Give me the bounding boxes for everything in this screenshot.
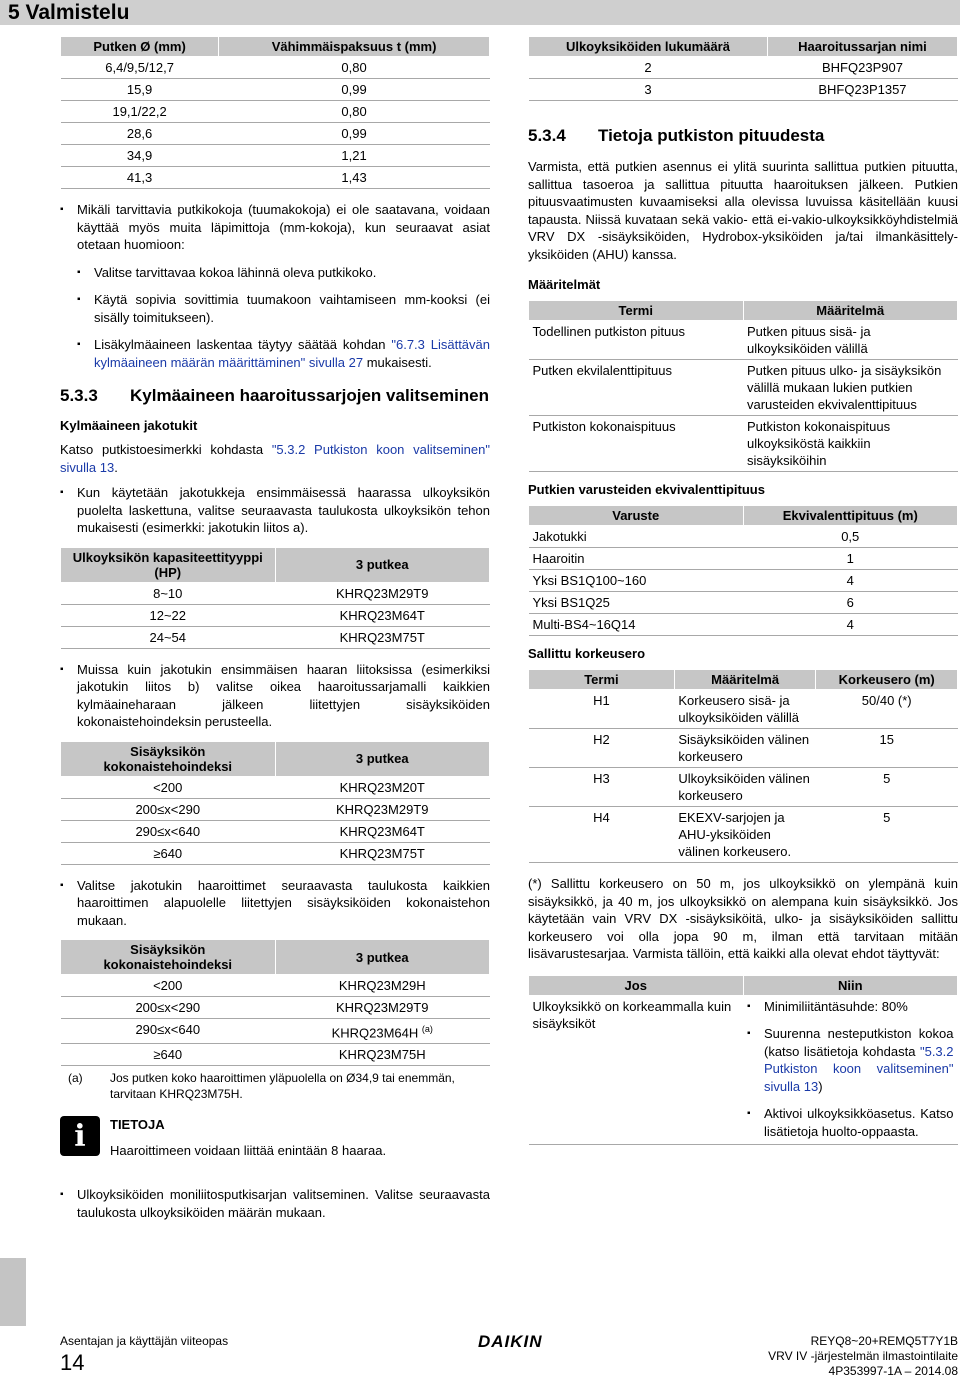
table-header: Niin [743, 975, 958, 995]
table-header: Putken Ø (mm) [61, 37, 219, 57]
table-header: Termi [529, 301, 744, 321]
info-title: TIETOJA [110, 1117, 165, 1133]
cell: ≥640 [61, 842, 276, 864]
table-row [61, 820, 490, 842]
cell: Jakotukki [529, 526, 744, 548]
cell: 0,5 [743, 526, 958, 548]
cell: KHRQ23M20T [275, 776, 490, 798]
cell: Putken pituus sisä- ja ulkoyksiköiden välillä [743, 321, 958, 360]
table-row [61, 626, 490, 648]
cell: 6,4/9,5/12,7 [61, 57, 219, 79]
cell: <200 [61, 975, 276, 997]
table-row [529, 768, 958, 807]
cell: Multi-BS4~16Q14 [529, 614, 744, 636]
bullet-paragraph: ▪ Kun käytetään jakotukkeja ensimmäisessä haarassa ulkoyksikön puolelta laskettuna, valitse seuraavasta taulukosta ulkoyksikön tehon mukaisesti (esimerkki: jakotukin liitos a). [60, 484, 490, 537]
cell: KHRQ23M75H [275, 1044, 490, 1066]
table-row [61, 582, 490, 604]
section-heading [528, 125, 958, 146]
table-row [61, 776, 490, 798]
table-header: 3 putkea [275, 940, 490, 975]
cell: <200 [61, 776, 276, 798]
table-header: Sisäyksikön kokonaistehoindeksi [61, 741, 276, 776]
cross-reference-link[interactable]: "6.7.3 Lisättävän kylmäaineen määrän määrittäminen" sivulla 27 [94, 337, 490, 370]
cell: BHFQ23P907 [767, 57, 957, 79]
cell: 4 [743, 614, 958, 636]
table-footnote [60, 1070, 490, 1102]
text: Lisäkylmäaineen laskentaa täytyy säätää kohdan [94, 337, 392, 352]
table-row [529, 807, 958, 863]
cross-reference-link[interactable]: "5.3.2 Putkiston koon valitseminen" sivulla 13 [60, 442, 490, 475]
cell [743, 995, 958, 1145]
bullet-paragraph: ▪ Valitse jakotukin haaroittimet seuraavasta taulukosta kaikkien haaroittimen alapuolelle liitettyjen sisäyksiköiden kokonaistehon mukaan. [60, 877, 490, 930]
table-row [61, 101, 490, 123]
cell: Yksi BS1Q25 [529, 592, 744, 614]
condition-item: ▪ Minimiliitäntäsuhde: 80% [747, 998, 954, 1016]
section-title: Kylmäaineen haaroitussarjojen valitseminen [130, 386, 490, 405]
paragraph: (*) Sallittu korkeusero on 50 m, jos ulkoyksikkö on ylempänä kuin sisäyksikkö, ja 40 m, jos ulkoyksikkö on alempana kuin sisäyksikkö. Jos käytetään vain VRV DX -sisäyksiköitä, ulko- ja sisäyksiköiden sallittu korkeusero voi olla jopa 90 m, ilman että tarvitaan mitään lisävarustesarjaa. Varmista tällöin, että kaikki alla olevat ehdot täyttyvät: [528, 876, 958, 961]
footnote-text: Jos putken koko haaroittimen yläpuolella on Ø34,9 tai enemmän, tarvitaan KHRQ23M75H. [110, 1071, 455, 1102]
info-box [60, 1116, 490, 1160]
table-row [61, 167, 490, 189]
height-difference-table [528, 669, 958, 863]
cell: BHFQ23P1357 [767, 79, 957, 101]
capacity-table [60, 547, 490, 649]
table-row [529, 570, 958, 592]
table-header: Haaroitussarjan nimi [767, 37, 957, 57]
paragraph: Varmista, että putkien asennus ei ylitä suurinta sallittua putkien pituutta, sallittua tasoeroa ja sallittua pituutta haaroituksen jälkeen. Putkien pituusvaatimusten kuvaamiseksi alla olevissa luvuissa käsitellään kuusi tapausta. Niissä kuvataan sekä vakio- että ei-vakio-ulkoyksikköyhdistelmiä VRV DX -sisäyksiköiden, Hydrobox-yksiköiden ja/tai ilmankäsittely-yksiköiden (AHU) kanssa. [528, 159, 958, 262]
cell: H2 [529, 729, 675, 768]
info-text: Haaroittimeen voidaan liittää enintään 8 haaraa. [110, 1143, 387, 1159]
bullet-paragraph: ▪ Mikäli tarvittavia putkikokoja (tuumakokoja) ei ole saatavana, voidaan käyttää myös muita läpimittoja (mm-kokoja), kun seuraavat asiat otetaan huomioon: [60, 201, 490, 254]
cell: Sisäyksiköiden välinen korkeusero [674, 729, 816, 768]
text: mukaisesti. [363, 354, 432, 370]
table-header: Ulkoyksiköiden lukumäärä [529, 37, 768, 57]
footer-right [768, 1334, 958, 1379]
cell: Haaroitin [529, 548, 744, 570]
table-row [529, 592, 958, 614]
cell: 1,43 [219, 167, 490, 189]
cell: 8~10 [61, 582, 276, 604]
cell: 15 [816, 729, 958, 768]
left-column [60, 36, 490, 1231]
chapter-title: 5 Valmistelu [8, 1, 130, 24]
text: . [114, 459, 118, 475]
section-number: 5.3.3 [60, 386, 98, 405]
definitions-table [528, 300, 958, 472]
table-row [529, 614, 958, 636]
cell [275, 1019, 490, 1044]
table-row [529, 995, 958, 1145]
cell: ≥640 [61, 1044, 276, 1066]
table-row [529, 416, 958, 472]
section-heading [60, 385, 490, 406]
cell: 15,9 [61, 79, 219, 101]
table-row [61, 997, 490, 1019]
cell: 12~22 [61, 604, 276, 626]
sub-bullet: ▪ Käytä sopivia sovittimia tuumakoon vaihtamiseen mm-kooksi (ei sisälly toimitukseen). [77, 291, 490, 326]
cell: Ulkoyksiköiden välinen korkeusero [674, 768, 816, 807]
subheading: Putkien varusteiden ekvivalenttipituus [528, 482, 765, 497]
text: Katso putkistoesimerkki kohdasta [60, 442, 272, 457]
cell: 0,99 [219, 123, 490, 145]
table-header: Vähimmäispaksuus t (mm) [219, 37, 490, 57]
table-row [61, 57, 490, 79]
cell: 24~54 [61, 626, 276, 648]
cell: KHRQ23M29T9 [275, 997, 490, 1019]
table-header: Termi [529, 670, 675, 690]
condition-item [747, 1025, 954, 1095]
cell: 0,99 [219, 79, 490, 101]
table-row [529, 526, 958, 548]
text: KHRQ23M64H [331, 1025, 419, 1041]
footnote-label: (a) [68, 1071, 83, 1086]
table-header: Ekvivalenttipituus (m) [743, 506, 958, 526]
table-row [61, 79, 490, 101]
page-number: 14 [60, 1350, 85, 1375]
table-header: Ulkoyksikön kapasiteettityyppi (HP) [61, 547, 276, 582]
table-header: Määritelmä [743, 301, 958, 321]
cell: 5 [816, 768, 958, 807]
footnote-mark: (a) [421, 1024, 433, 1034]
index-table-2 [60, 939, 490, 1066]
table-header: Korkeusero (m) [816, 670, 958, 690]
cell: 290≤x<640 [61, 820, 276, 842]
cell: KHRQ23M29H [275, 975, 490, 997]
cell: H3 [529, 768, 675, 807]
subheading: Määritelmät [528, 277, 601, 292]
cell: Putken ekvilalenttipituus [529, 360, 744, 416]
table-row [61, 604, 490, 626]
paragraph [60, 441, 490, 476]
cell: 4 [743, 570, 958, 592]
table-row [529, 79, 958, 101]
outdoor-count-table [528, 36, 958, 101]
table-header: Varuste [529, 506, 744, 526]
subheading: Sallittu korkeusero [528, 646, 646, 661]
section-number: 5.3.4 [528, 126, 566, 145]
table-row [61, 1019, 490, 1044]
product-name: VRV IV -järjestelmän ilmastointilaite [768, 1349, 958, 1363]
table-row [61, 1044, 490, 1066]
table-header: Määritelmä [674, 670, 816, 690]
cell: 1,21 [219, 145, 490, 167]
cross-reference-link[interactable]: "5.3.2 Putkiston koon valitseminen" sivulla 13 [764, 1043, 954, 1094]
cell: Yksi BS1Q100~160 [529, 570, 744, 592]
cell: Putkiston kokonaispituus ulkoyksiköstä kaikkiin sisäyksiköihin [743, 416, 958, 472]
table-row [61, 975, 490, 997]
cell: Todellinen putkiston pituus [529, 321, 744, 360]
table-row [529, 690, 958, 729]
model-code: REYQ8~20+REMQ5T7Y1B [810, 1334, 958, 1348]
table-header: 3 putkea [275, 741, 490, 776]
table-row [61, 798, 490, 820]
table-row [61, 145, 490, 167]
text: Suurenna nesteputkiston kokoa (katso lisätietoja kohdasta [764, 1026, 954, 1059]
document-code: 4P353997-1A – 2014.08 [828, 1364, 958, 1378]
cell: 19,1/22,2 [61, 101, 219, 123]
text: ) [818, 1078, 823, 1094]
section-title: Tietoja putkiston pituudesta [598, 126, 825, 145]
conditions-table [528, 975, 958, 1146]
page-header [0, 0, 960, 25]
cell: 1 [743, 548, 958, 570]
cell: KHRQ23M75T [275, 626, 490, 648]
table-row [61, 123, 490, 145]
table-header: Sisäyksikön kokonaistehoindeksi [61, 940, 276, 975]
cell: 5 [816, 807, 958, 863]
cell: Putkiston kokonaispituus [529, 416, 744, 472]
cell: 34,9 [61, 145, 219, 167]
side-tab-marker [0, 1258, 26, 1326]
daikin-logo: DAIKIN [478, 1332, 543, 1351]
cell: 6 [743, 592, 958, 614]
equivalent-length-table [528, 505, 958, 636]
cell: 200≤x<290 [61, 798, 276, 820]
bullet-paragraph: ▪ Muissa kuin jakotukin ensimmäisen haaran liitoksissa (esimerkiksi jakotukin liitos b) valitse oikea haaroitussarjamalli kaikkien kylmäaineharaan jälkeen liitettyjen sisäyksiköiden kokonaistehoindeksin perusteella. [60, 661, 490, 731]
table-header: Jos [529, 975, 744, 995]
cell: 200≤x<290 [61, 997, 276, 1019]
cell: 41,3 [61, 167, 219, 189]
cell: 28,6 [61, 123, 219, 145]
cell: EKEXV-sarjojen ja AHU-yksiköiden välinen korkeusero. [674, 807, 816, 863]
pipe-thickness-table [60, 36, 490, 189]
cell: 3 [529, 79, 768, 101]
sub-bullet: ▪ Valitse tarvittavaa kokoa lähinnä oleva putkikoko. [77, 264, 490, 282]
cell: KHRQ23M75T [275, 842, 490, 864]
table-header: 3 putkea [275, 547, 490, 582]
info-icon: i [60, 1116, 100, 1156]
cell: 290≤x<640 [61, 1019, 276, 1044]
cell: Korkeusero sisä- ja ulkoyksiköiden välillä [674, 690, 816, 729]
sub-bullet [77, 336, 490, 371]
footer-left-text: Asentajan ja käyttäjän viiteopas [60, 1334, 229, 1348]
cell: H1 [529, 690, 675, 729]
table-row [529, 321, 958, 360]
cell: 50/40 (*) [816, 690, 958, 729]
cell: KHRQ23M29T9 [275, 582, 490, 604]
right-column [528, 36, 958, 1145]
cell: 2 [529, 57, 768, 79]
table-row [529, 548, 958, 570]
cell: KHRQ23M29T9 [275, 798, 490, 820]
cell: H4 [529, 807, 675, 863]
condition-item: ▪ Aktivoi ulkoyksikköasetus. Katso lisätietoja huolto-oppaasta. [747, 1105, 954, 1140]
cell: Putken pituus ulko- ja sisäyksikön välillä mukaan lukien putkien varusteiden ekvivalenttipituus [743, 360, 958, 416]
subheading: Kylmäaineen jakotukit [60, 418, 198, 433]
table-row [529, 360, 958, 416]
bullet-paragraph: ▪ Ulkoyksiköiden moniliitosputkisarjan valitseminen. Valitse seuraavasta taulukosta ulkoyksiköiden määrän mukaan. [60, 1186, 490, 1221]
cell: Ulkoyksikkö on korkeammalla kuin sisäyksiköt [529, 995, 744, 1145]
cell: KHRQ23M64T [275, 604, 490, 626]
index-table-1 [60, 741, 490, 865]
cell: 0,80 [219, 101, 490, 123]
table-row [529, 57, 958, 79]
cell: 0,80 [219, 57, 490, 79]
cell: KHRQ23M64T [275, 820, 490, 842]
table-row [529, 729, 958, 768]
table-row [61, 842, 490, 864]
